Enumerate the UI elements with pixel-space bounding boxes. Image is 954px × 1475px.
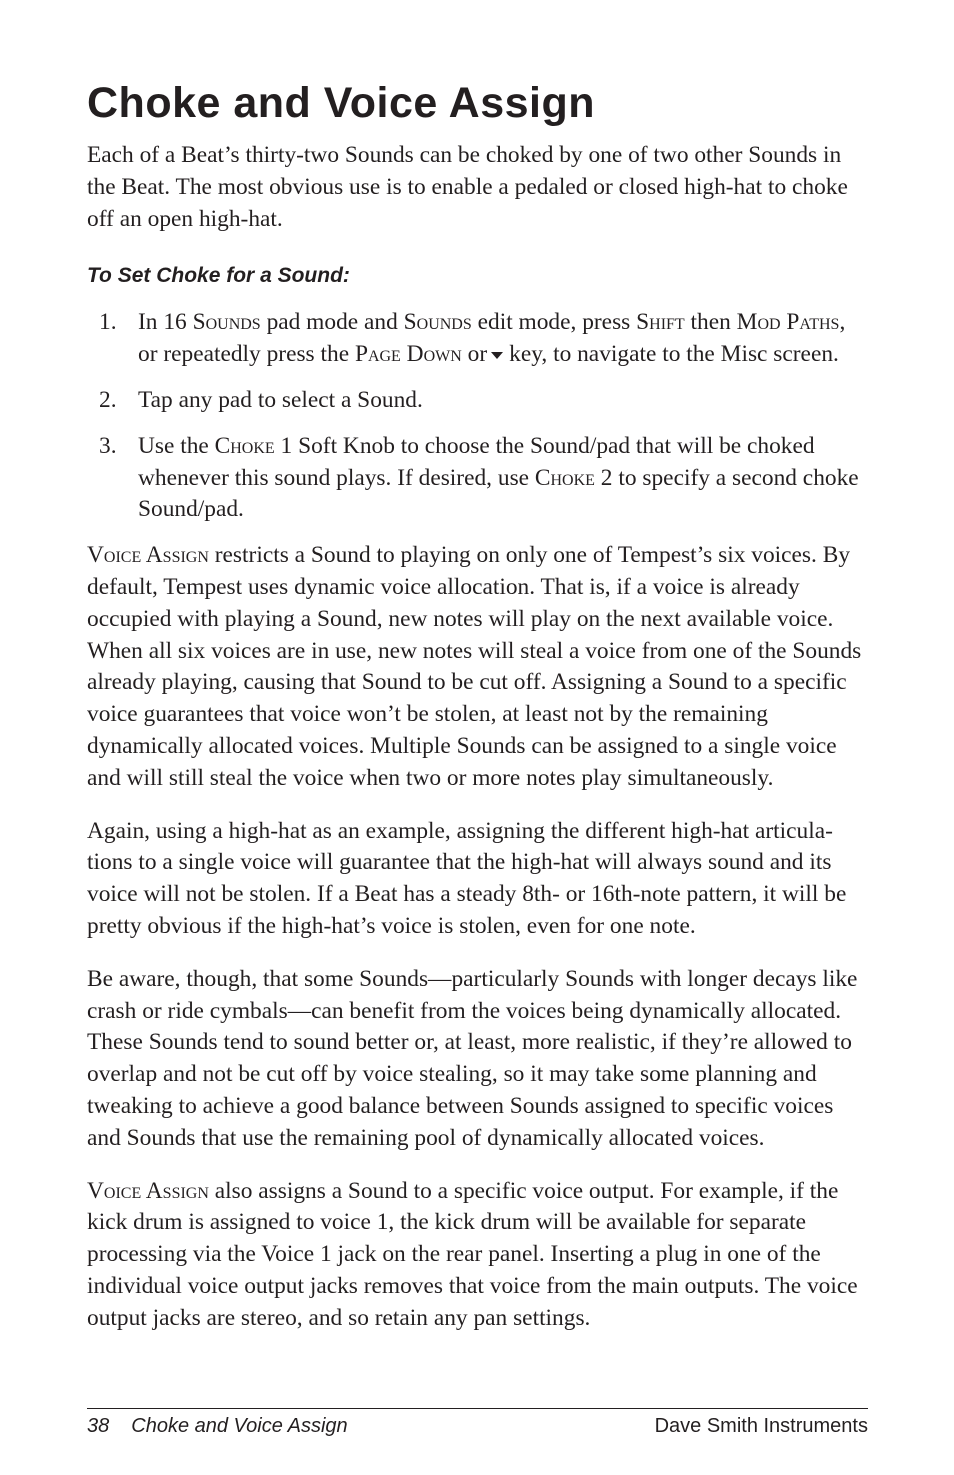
high-hat-paragraph: Again, using a high-hat as an example, assigning the different high-hat articulations to a single voice will guarantee that the high-hat will always sound and its voice will not be stolen. If a Beat has a steady 8th- or 16th-note pattern, it will be pretty obvious if the high-hat’s voice is stolen, even for one note. bbox=[87, 817, 847, 939]
list-item: 2. Tap any pad to select a Sound. bbox=[99, 386, 423, 413]
page-footer bbox=[87, 1408, 868, 1439]
footer-publisher: Dave Smith Instruments bbox=[654, 1415, 868, 1437]
voice-output-paragraph: Voice Assign also assigns a Sound to a specific voice output. For example, if the kick drum is assigned to voice 1, the kick drum will be available for separate processing via the Voice 1 jack on the rear panel. Inserting a plug in one of the individual voice output jacks removes that voice from the main outputs. The voice output jacks are stereo, and so retain any pan settings. bbox=[87, 1177, 858, 1331]
subheading: To Set Choke for a Sound: bbox=[87, 264, 350, 288]
decay-paragraph: Be aware, though, that some Sounds—particularly Sounds with longer decays like crash or ride cymbals—can benefit from the voices being dynamically allocated. These Sounds tend to sound better or, at least, more realistic, if they’re allowed to overlap and not be cut off by voice stealing, so it may take some planning and tweaking to achieve a good balance between Sounds assigned to specific voices and Sounds that use the remaining pool of dynamically allocated voices. bbox=[87, 965, 858, 1151]
list-item: 1. In 16 Sounds pad mode and Sounds edit mode, press Shift then Mod Paths, or repeatedly press the Page Down or key, to navigate to the Misc screen. bbox=[99, 309, 846, 368]
page-number: 38 bbox=[87, 1415, 110, 1437]
voice-assign-paragraph: Voice Assign restricts a Sound to playing on only one of Tempest’s six voices. By default, Tempest uses dynamic voice allocation. That is, if a voice is already occupied with playing a Sound, new notes will play on the next available voice. When all six voices are in use, new notes will steal a voice from one of the Sounds already playing, causing that Sound to be cut off. Assigning a Sound to a specific voice guarantees that voice won’t be stolen, at least not by the remaining dynamically allocated voices. Multiple Sounds can be assigned to a single voice and will still steal the voice when two or more notes play simultaneously. bbox=[87, 542, 862, 791]
intro-paragraph: Each of a Beat’s thirty-two Sounds can be choked by one of two other Sounds in the Beat. The most obvious use is to enable a pedaled or closed high-hat to choke off an open high-hat. bbox=[87, 142, 848, 232]
footer-section: Choke and Voice Assign bbox=[131, 1415, 348, 1437]
page-title: Choke and Voice Assign bbox=[87, 79, 595, 127]
page-content bbox=[87, 78, 869, 1356]
list-item: 3. Use the Choke 1 Soft Knob to choose the Sound/pad that will be choked whenever this sound plays. If desired, use Choke 2 to specify a second choke Sound/pad. bbox=[99, 432, 859, 523]
steps-list bbox=[87, 307, 869, 526]
down-triangle-icon bbox=[491, 352, 503, 359]
